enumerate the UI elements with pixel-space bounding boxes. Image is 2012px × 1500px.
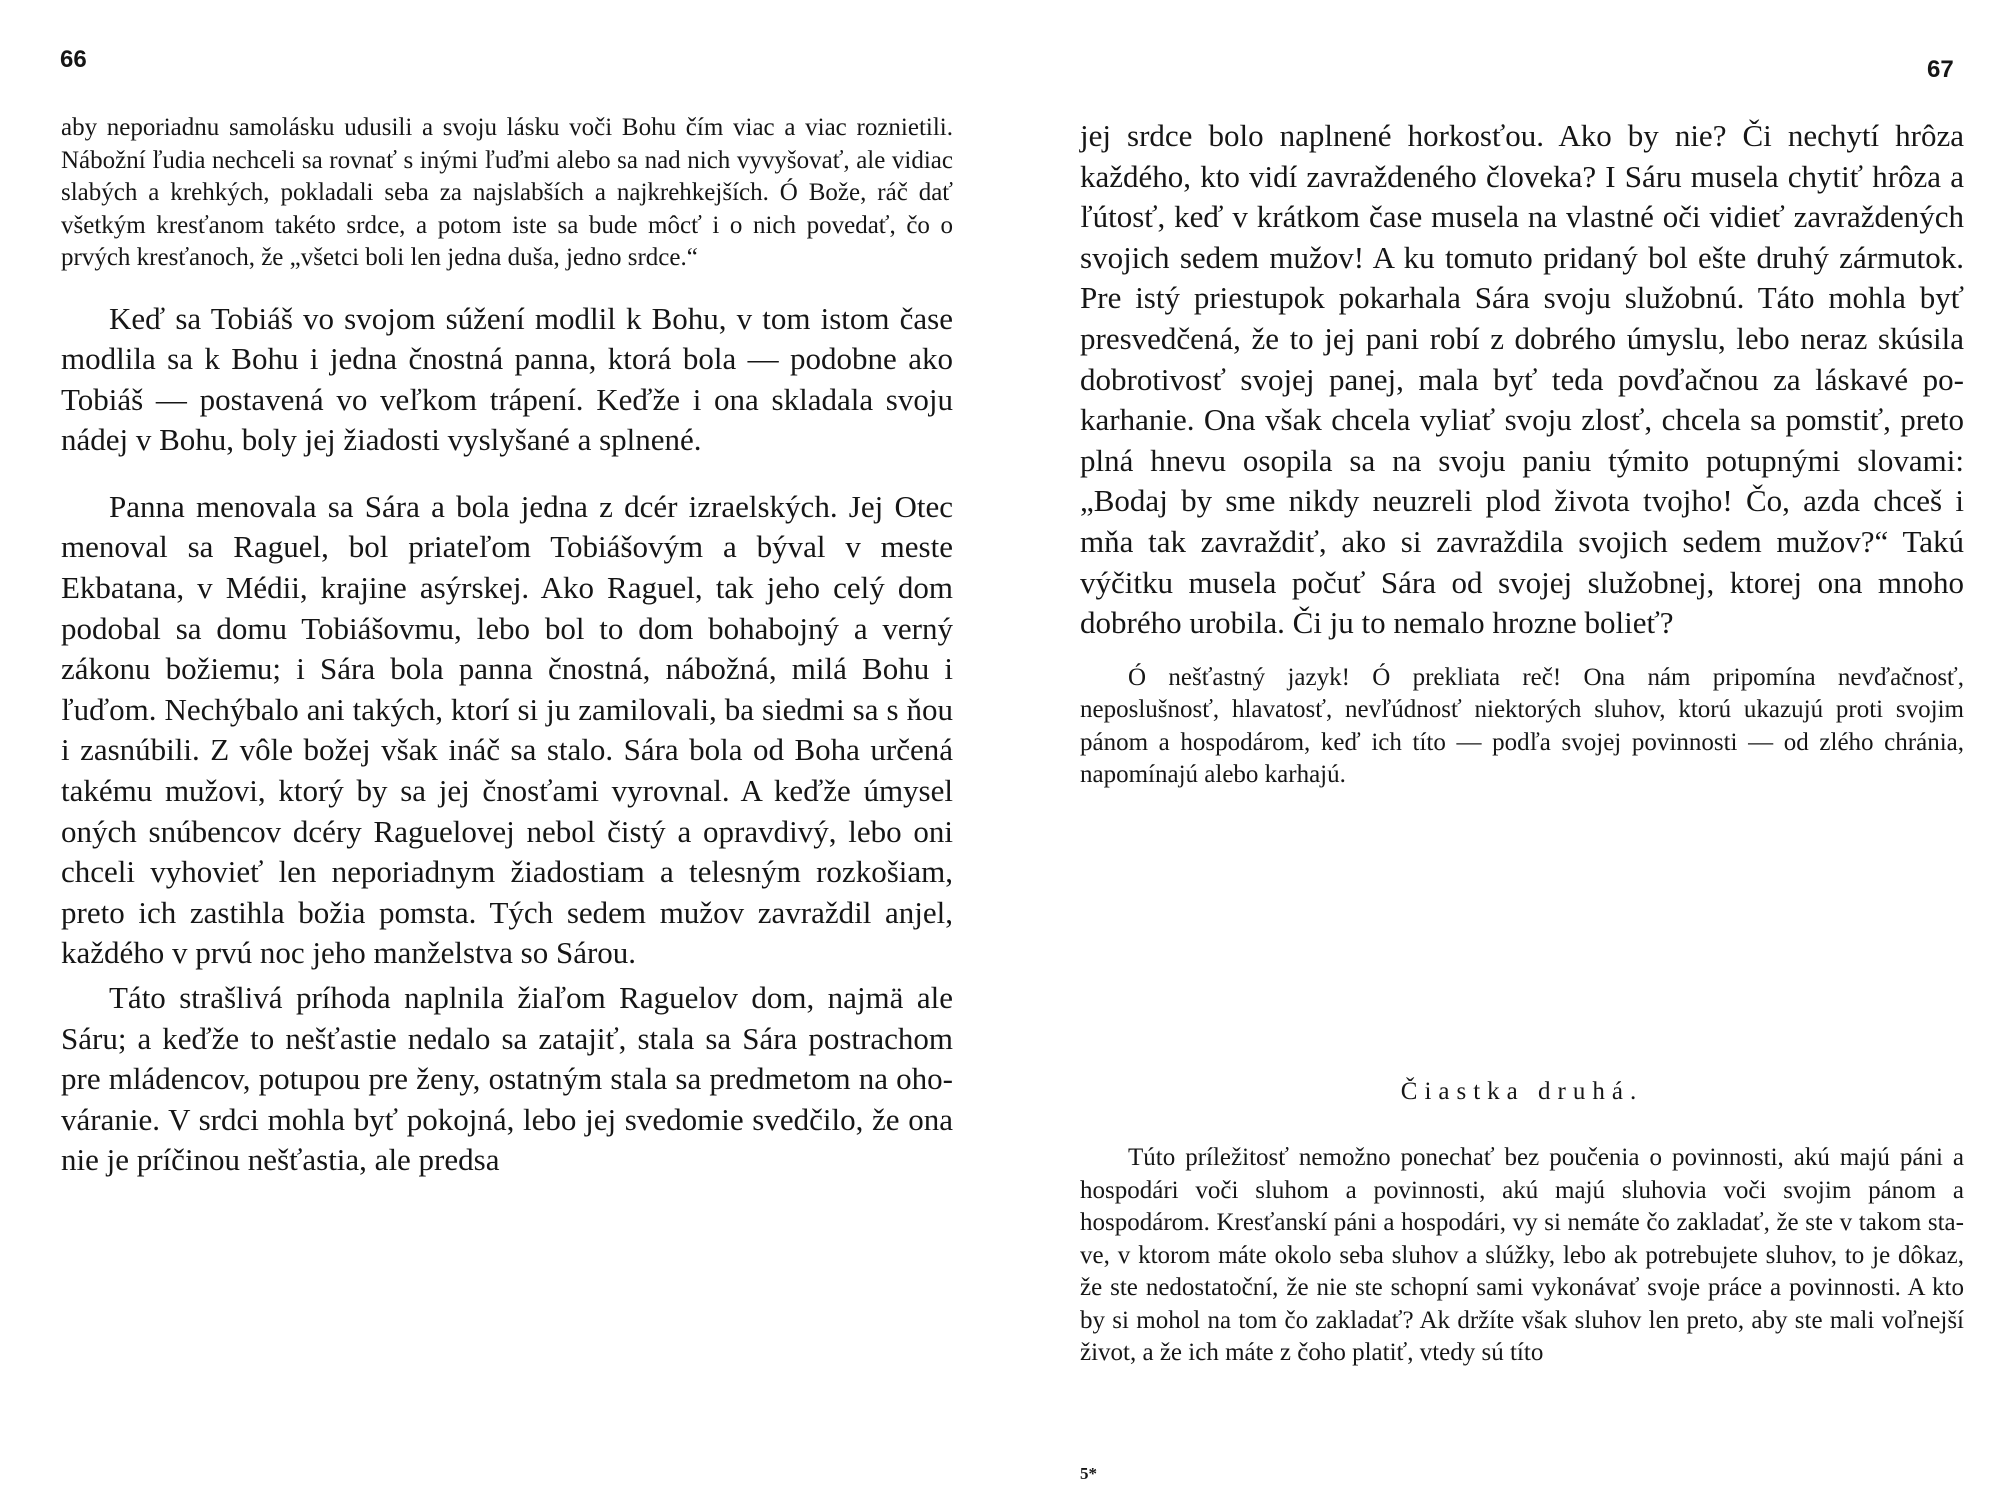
section-heading: Čiastka druhá. <box>1400 1078 1644 1105</box>
left-text-column <box>61 112 953 1181</box>
left-page-number: 66 <box>60 46 87 73</box>
right-page <box>1006 0 2012 1500</box>
right-text-column <box>1080 116 1964 1366</box>
right-page-number: 67 <box>1927 56 1954 83</box>
right-paragraph-2: Ó nešťastný jazyk! Ó prekliata reč! Ona nám pripomína nevďačnosť, neposlušnosť, hlavatosť, nevľúdnosť niektorých sluhov, ktorú ukazujú proti svojim pánom a hospodárom, keď ich títo — podľa svojej povinnosti — od zlého chránia, napomínajú alebo karhajú. <box>1080 663 1964 789</box>
left-paragraph-3: Panna menovala sa Sára a bola jedna z dcér izraelských. Jej Otec menoval sa Raguel, bol priateľom Tobiášovým a býval v meste Ekbatana, v Médii, krajine asýrskej. Ako Raguel, tak jeho celý dom podobal sa domu Tobiášovmu, lebo bol to dom bohabojný a verný zákonu božiemu; i Sára bola panna čnostná, nábožná, milá Bohu i ľuďom. Nechýbalo ani takých, ktorí si ju zamilovali, ba siedmi sa s ňou i zasnúbili. Z vôle božej však ináč sa stalo. Sára bola od Boha určená takému mužovi, ktorý by sa jej čnosťami vyrovnal. A keďže úmysel oných snúbencov dcéry Raguelovej nebol čistý a opravdivý, lebo oni chceli vyhovieť len neporiadnym žiadostiam a telesným rozkošiam, preto ich zastihla božia pomsta. Tých sedem mužov zavraždil anjel, každého v prvú noc jeho manželstva so Sárou. <box>61 488 953 971</box>
left-paragraph-2: Keď sa Tobiáš vo svojom súžení modlil k Bohu, v tom istom čase modlila sa k Bohu i jedna čnostná panna, ktorá bola — podobne ako Tobiáš — postavená vo veľkom trápení. Keďže i ona skladala svoju nádej v Bohu, boly jej žiadosti vyslyšané a splnené. <box>61 300 953 458</box>
right-paragraph-1: jej srdce bolo naplnené horkosťou. Ako by nie? Či nechytí hrôza každého, kto vidí zavraždeného človeka? I Sáru musela chytiť hrôza a ľútosť, keď v krátkom čase musela na vlastné oči vidieť zavraždených svojich sedem mužov! A ku tomuto pridaný bol ešte druhý zármutok. Pre istý priestupok pokarhala Sára svoju služobnú. Táto mohla byť presvedčená, že to jej pani robí z dobrého úmyslu, lebo neraz skúsila dobrotivosť svojej panej, mala byť teda povďačnou za láskavé pokarhanie. Ona však chcela vyliať svoju zlosť, chcela sa pomstiť, preto plná hnevu osopila sa na svoju paniu týmito potupnými slovami: „Bodaj by sme nikdy neuzreli plod života tvojho! Čo, azda chceš i mňa tak zavraždiť, ako si zavraždila svojich sedem mužov?“ Takú výčitku musela počuť Sára od svojej služobnej, ktorej ona mnoho dobrého urobila. Či ju to nemalo hrozne bolieť? <box>1080 118 1964 641</box>
left-paragraph-4: Táto strašlivá príhoda naplnila žiaľom Raguelov dom, najmä ale Sáru; a keďže to nešťastie nedalo sa zatajiť, stala sa Sára postrachom pre mládencov, potupou pre ženy, ostatným stala sa predmetom na ohováranie. V srdci mohla byť pokojná, lebo jej svedomie svedčilo, že ona nie je príčinou nešťastia, ale predsa <box>61 980 953 1178</box>
right-paragraph-3: Túto príležitosť nemožno ponechať bez poučenia o povinnosti, akú majú páni a hospodári voči sluhom a povinnosti, akú majú sluhovia voči svojim pánom a hospodárom. Kresťanskí páni a hospodári, vy si nemáte čo zakladať, že ste v takom stave, v ktorom máte okolo seba sluhov a slúžky, lebo ak potrebujete sluhov, to je dôkaz, že ste nedostatoční, že nie ste schopní sami vykonávať svoje práce a povinnosti. A kto by si mohol na tom čo zakladať? Ak držíte však sluhov len preto, aby ste mali voľnejší život, a že ich máte z čoho platiť, vtedy sú títo <box>1080 1144 1964 1366</box>
left-paragraph-1: aby neporiadnu samolásku udusili a svoju lásku voči Bohu čím viac a viac roznietili. Nábožní ľudia nechceli sa rovnať s inými ľuďmi alebo sa nad nich vyvyšovať, ale vidiac slabých a krehkých, pokladali seba za najslabších a najkrehkejších. Ó Bože, ráč dať všetkým kresťanom takéto srdce, a potom iste sa bude môcť i o nich povedať, čo o prvých kresťanoch, že „všetci boli len jedna duša, jedno srdce.“ <box>61 114 953 271</box>
signature-mark: 5* <box>1080 1464 1097 1483</box>
